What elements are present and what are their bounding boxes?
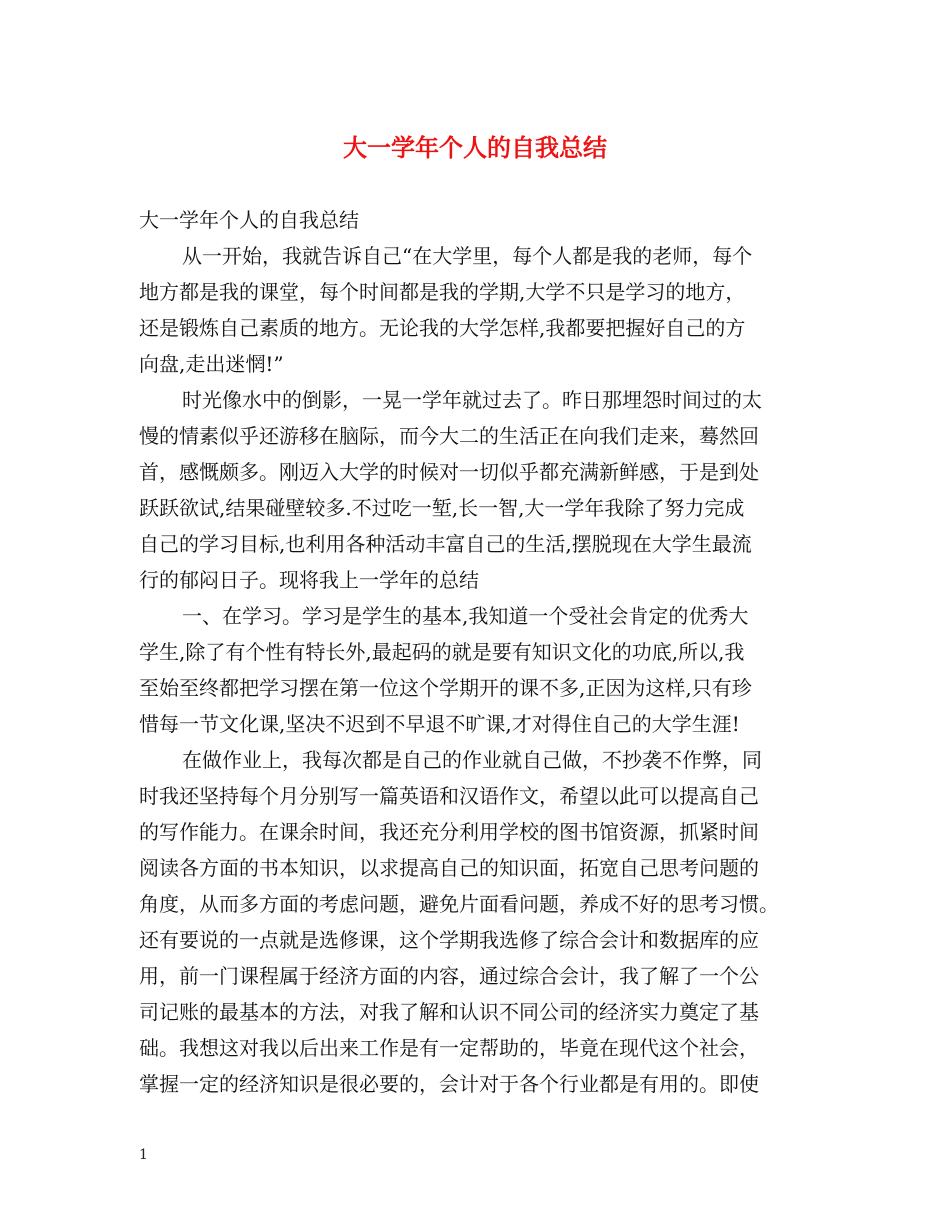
body-line: 向盘,走出迷惘!” [139, 352, 284, 376]
body-line: 惜每一节文化课,坚决不迟到不早退不旷课,才对得住自己的大学生涯! [139, 712, 740, 736]
body-line: 自己的学习目标,也利用各种活动丰富自己的生活,摆脱现在大学生最流 [139, 532, 752, 556]
body-line: 的写作能力。在课余时间，我还充分利用学校的图书馆资源，抓紧时间 [139, 820, 759, 844]
body-line: 在做作业上，我每次都是自己的作业就自己做，不抄袭不作弊，同 [182, 748, 762, 772]
body-line: 行的郁闷日子。现将我上一学年的总结 [139, 568, 479, 592]
body-line: 一、在学习。学习是学生的基本,我知道一个受社会肯定的优秀大 [182, 604, 749, 628]
body-line: 掌握一定的经济知识是很必要的，会计对于各个行业都是有用的。即使 [139, 1072, 759, 1096]
body-line: 地方都是我的课堂，每个时间都是我的学期,大学不只是学习的地方， [139, 280, 746, 304]
body-line: 跃跃欲试,结果碰壁较多.不过吃一堑,长一智,大一学年我除了努力完成 [139, 496, 745, 520]
body-line: 慢的情素似乎还游移在脑际，而今大二的生活正在向我们走来，蓦然回 [139, 424, 759, 448]
body-line: 时光像水中的倒影，一晃一学年就过去了。昨日那埋怨时间过的太 [182, 388, 762, 412]
body-line: 角度，从而多方面的考虑问题，避免片面看问题，养成不好的思考习惯。 [139, 892, 779, 916]
body-line: 用，前一门课程属于经济方面的内容，通过综合会计，我了解了一个公 [139, 964, 759, 988]
body-line: 首，感慨颇多。刚迈入大学的时候对一切似乎都充满新鲜感，于是到处 [139, 460, 759, 484]
body-line: 还有要说的一点就是选修课，这个学期我选修了综合会计和数据库的应 [139, 928, 759, 952]
body-line: 时我还坚持每个月分别写一篇英语和汉语作文，希望以此可以提高自己 [139, 784, 759, 808]
body-line: 大一学年个人的自我总结 [139, 208, 359, 232]
page-number: 1 [139, 1147, 148, 1163]
body-line: 学生,除了有个性有特长外,最起码的就是要有知识文化的功底,所以,我 [139, 640, 745, 664]
body-line: 从一开始，我就告诉自己“在大学里，每个人都是我的老师，每个 [182, 244, 753, 268]
body-line: 至始至终都把学习摆在第一位这个学期开的课不多,正因为这样,只有珍 [139, 676, 752, 700]
body-line: 还是锻炼自己素质的地方。无论我的大学怎样,我都要把握好自己的方 [139, 316, 746, 340]
body-line: 司记账的最基本的方法，对我了解和认识不同公司的经济实力奠定了基 [139, 1000, 759, 1024]
body-line: 阅读各方面的书本知识，以求提高自己的知识面，拓宽自己思考问题的 [139, 856, 759, 880]
body-line: 础。我想这对我以后出来工作是有一定帮助的，毕竟在现代这个社会， [139, 1036, 759, 1060]
document-title: 大一学年个人的自我总结 [343, 134, 607, 162]
document-body [139, 202, 829, 1102]
